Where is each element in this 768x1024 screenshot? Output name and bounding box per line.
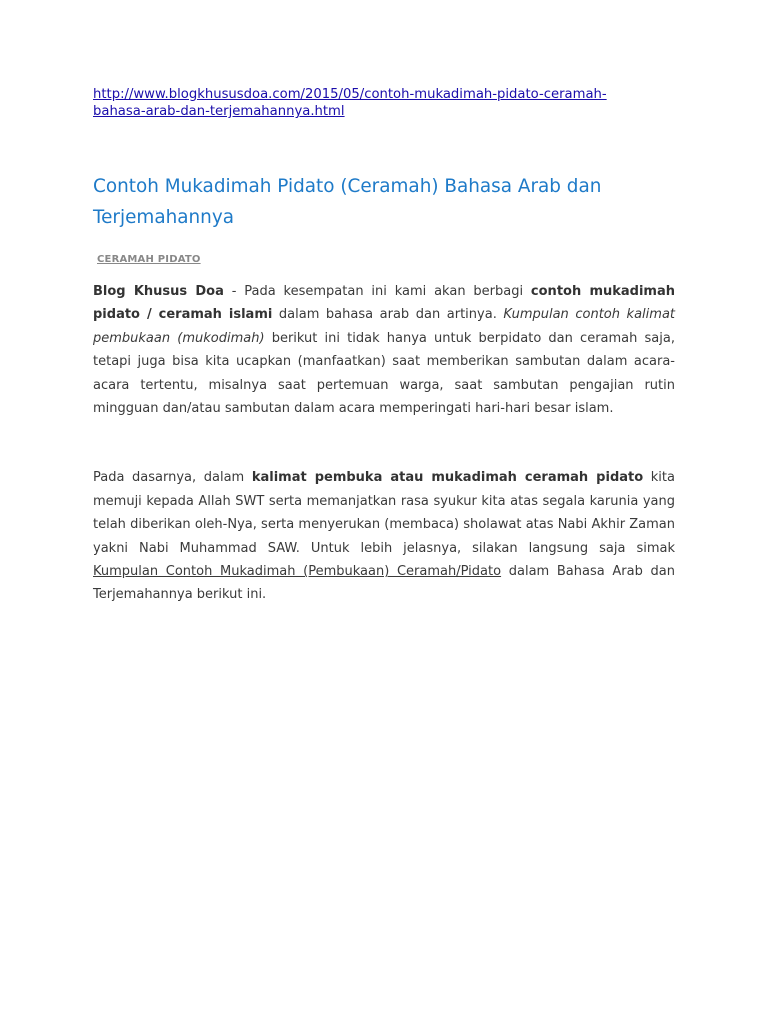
- body-text-1: Pada dasarnya, dalam: [93, 470, 252, 486]
- intro-text-1: - Pada kesempatan ini kami akan berbagi: [223, 284, 531, 299]
- intro-bold-1: contoh mukadimah pidato / ceramah islami: [93, 284, 676, 323]
- body-paragraph: [93, 466, 675, 606]
- document-page: [93, 86, 675, 607]
- intro-text-3: berikut ini tidak hanya untuk berpidato dan ceramah saja, tetapi juga bisa kita ucapkan (manfaatkan) saat memberikan sambutan dalam acara-acara tertentu, misalnya saat pertemuan warga, saat sambutan pengajian rutin mingguan dan/atau sambutan dalam acara memperingati hari-hari besar islam.: [93, 330, 675, 417]
- source-url-link[interactable]: [93, 86, 675, 120]
- category-link[interactable]: CERAMAH PIDATO: [97, 254, 201, 265]
- body-text-2: kita memuji kepada Allah SWT serta memanjatkan rasa syukur kita atas segala karunia yang telah diberikan oleh-Nya, serta menyerukan (membaca) sholawat atas Nabi Akhir Zaman yakni Nabi Muhammad SAW. Untuk lebih jelasnya, silakan langsung saja simak: [93, 470, 675, 556]
- body-bold-1: kalimat pembuka atau mukadimah ceramah pidato: [251, 470, 644, 486]
- collection-link[interactable]: Kumpulan Contoh Mukadimah (Pembukaan) Ceramah/Pidato: [93, 564, 502, 580]
- intro-text-2: dalam bahasa arab dan artinya.: [272, 307, 504, 323]
- source-url-line1[interactable]: http://www.blogkhususdoa.com/2015/05/contoh-mukadimah-pidato-ceramah-: [93, 87, 607, 102]
- intro-paragraph: [93, 280, 675, 420]
- body-text-3: dalam Bahasa Arab dan Terjemahannya berikut ini.: [93, 564, 675, 603]
- post-title: Contoh Mukadimah Pidato (Ceramah) Bahasa Arab dan Terjemahannya: [93, 176, 602, 228]
- source-url-line2[interactable]: bahasa-arab-dan-terjemahannya.html: [93, 104, 345, 119]
- blog-name: Blog Khusus Doa: [93, 284, 224, 299]
- intro-italic-1: Kumpulan contoh kalimat pembukaan (mukodimah): [93, 307, 676, 346]
